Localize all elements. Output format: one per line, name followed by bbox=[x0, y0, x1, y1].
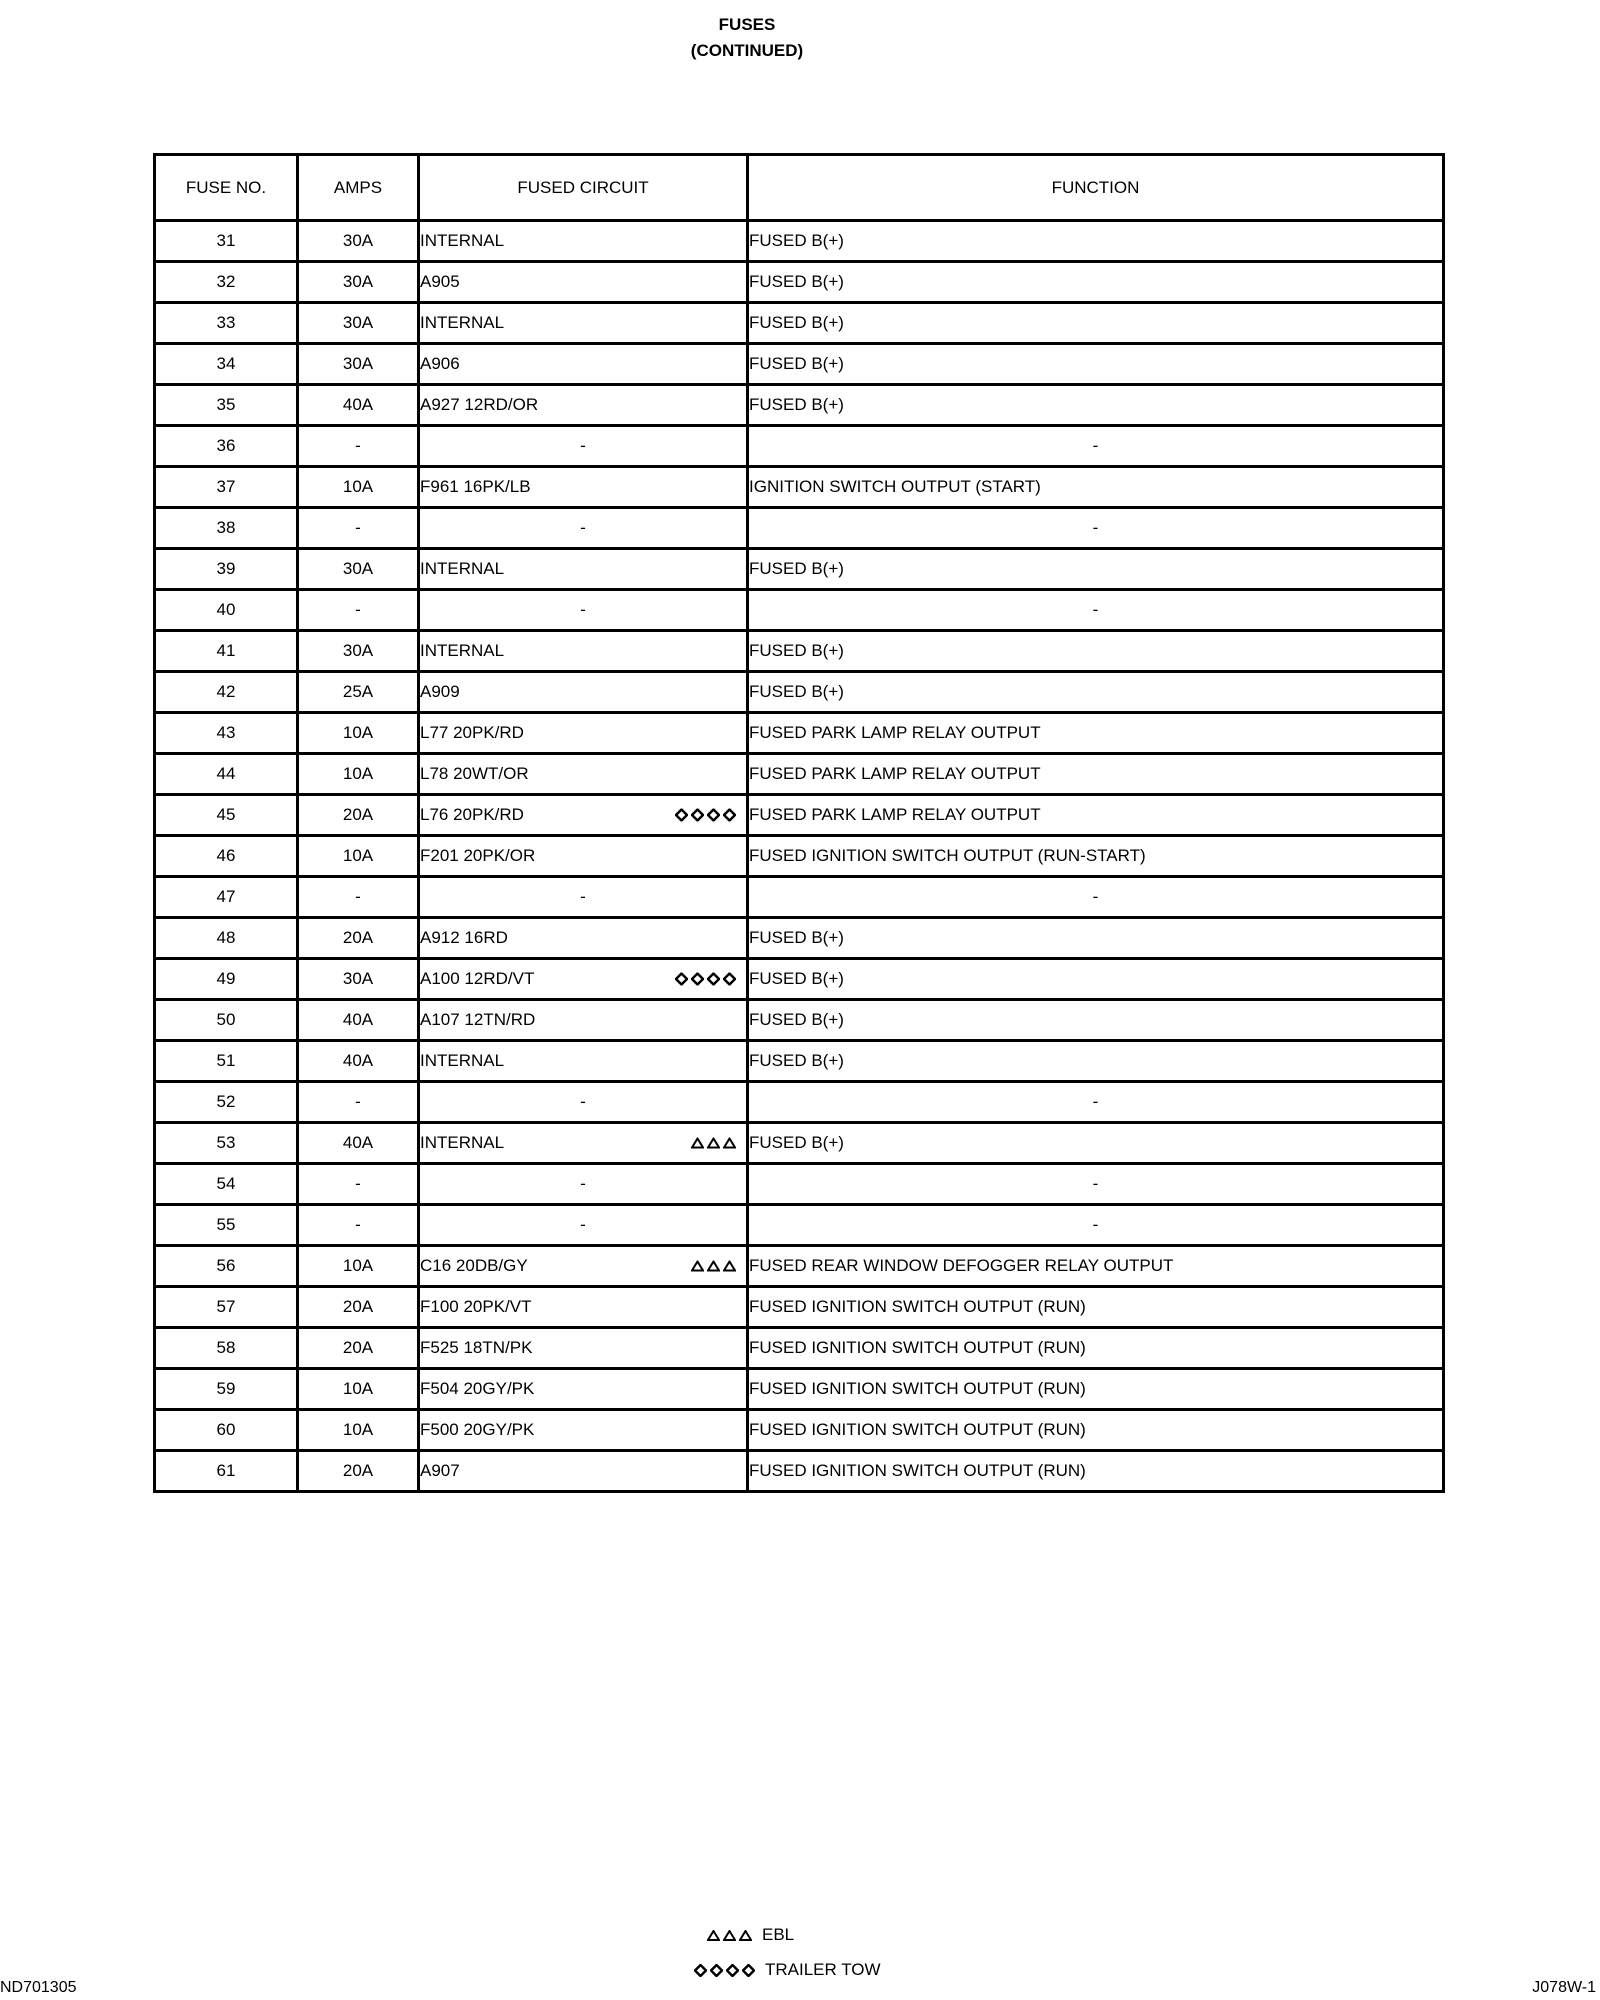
function-cell: FUSED IGNITION SWITCH OUTPUT (RUN) bbox=[748, 1328, 1444, 1369]
fused-circuit-text: - bbox=[580, 600, 586, 619]
amps-cell: 20A bbox=[298, 1287, 419, 1328]
fused-circuit-text: F961 16PK/LB bbox=[420, 477, 531, 496]
fused-circuit-cell bbox=[419, 426, 748, 467]
header-amps: AMPS bbox=[298, 155, 419, 221]
function-cell: - bbox=[748, 1164, 1444, 1205]
fuse-number-cell: 51 bbox=[155, 1041, 298, 1082]
fuse-number-cell: 42 bbox=[155, 672, 298, 713]
fused-circuit-cell bbox=[419, 795, 748, 836]
fuse-number-cell: 44 bbox=[155, 754, 298, 795]
table-row bbox=[155, 1246, 1444, 1287]
amps-cell: 20A bbox=[298, 1451, 419, 1492]
fuse-number-cell: 47 bbox=[155, 877, 298, 918]
page-title bbox=[0, 12, 1494, 64]
title-line-2: (CONTINUED) bbox=[690, 41, 804, 60]
function-cell: FUSED B(+) bbox=[748, 672, 1444, 713]
table-row bbox=[155, 549, 1444, 590]
function-cell: FUSED PARK LAMP RELAY OUTPUT bbox=[748, 713, 1444, 754]
table-row bbox=[155, 1451, 1444, 1492]
amps-cell: 10A bbox=[298, 1369, 419, 1410]
fused-circuit-cell bbox=[419, 713, 748, 754]
fuse-number-cell: 40 bbox=[155, 590, 298, 631]
fused-circuit-text: - bbox=[580, 436, 586, 455]
amps-cell: - bbox=[298, 1164, 419, 1205]
function-cell: IGNITION SWITCH OUTPUT (START) bbox=[748, 467, 1444, 508]
function-cell: FUSED REAR WINDOW DEFOGGER RELAY OUTPUT bbox=[748, 1246, 1444, 1287]
fused-circuit-cell bbox=[419, 1451, 748, 1492]
fuse-number-cell: 41 bbox=[155, 631, 298, 672]
fused-circuit-cell bbox=[419, 1369, 748, 1410]
amps-cell: 10A bbox=[298, 754, 419, 795]
fused-circuit-cell bbox=[419, 508, 748, 549]
table-row bbox=[155, 1369, 1444, 1410]
table-row bbox=[155, 262, 1444, 303]
function-cell: FUSED B(+) bbox=[748, 385, 1444, 426]
amps-cell: 10A bbox=[298, 1410, 419, 1451]
table-row bbox=[155, 1123, 1444, 1164]
function-cell: FUSED B(+) bbox=[748, 221, 1444, 262]
fused-circuit-cell bbox=[419, 1205, 748, 1246]
fuse-number-cell: 54 bbox=[155, 1164, 298, 1205]
amps-cell: 20A bbox=[298, 918, 419, 959]
function-cell: FUSED PARK LAMP RELAY OUTPUT bbox=[748, 754, 1444, 795]
fuse-number-cell: 52 bbox=[155, 1082, 298, 1123]
fuse-number-cell: 55 bbox=[155, 1205, 298, 1246]
fuse-table bbox=[153, 153, 1445, 1493]
fuse-number-cell: 33 bbox=[155, 303, 298, 344]
table-row bbox=[155, 631, 1444, 672]
amps-cell: - bbox=[298, 508, 419, 549]
table-row bbox=[155, 713, 1444, 754]
fuse-number-cell: 46 bbox=[155, 836, 298, 877]
table-row bbox=[155, 795, 1444, 836]
table-row bbox=[155, 1287, 1444, 1328]
fused-circuit-cell bbox=[419, 1287, 748, 1328]
amps-cell: 40A bbox=[298, 385, 419, 426]
fuse-number-cell: 31 bbox=[155, 221, 298, 262]
function-cell: - bbox=[748, 1205, 1444, 1246]
fuse-number-cell: 49 bbox=[155, 959, 298, 1000]
amps-cell: 40A bbox=[298, 1123, 419, 1164]
amps-cell: 40A bbox=[298, 1000, 419, 1041]
fused-circuit-cell bbox=[419, 877, 748, 918]
fuse-number-cell: 61 bbox=[155, 1451, 298, 1492]
fuse-number-cell: 34 bbox=[155, 344, 298, 385]
fuse-number-cell: 60 bbox=[155, 1410, 298, 1451]
legend-trailer-tow-label: TRAILER TOW bbox=[765, 1960, 881, 1979]
table-header-row bbox=[155, 155, 1444, 221]
fused-circuit-text: L77 20PK/RD bbox=[420, 723, 524, 742]
triangle-icon bbox=[691, 1138, 736, 1149]
fused-circuit-text: A906 bbox=[420, 354, 460, 373]
amps-cell: 30A bbox=[298, 631, 419, 672]
fuse-number-cell: 35 bbox=[155, 385, 298, 426]
amps-cell: 30A bbox=[298, 959, 419, 1000]
fuse-number-cell: 32 bbox=[155, 262, 298, 303]
fuse-number-cell: 50 bbox=[155, 1000, 298, 1041]
fused-circuit-cell bbox=[419, 1246, 748, 1287]
fuse-number-cell: 37 bbox=[155, 467, 298, 508]
amps-cell: - bbox=[298, 877, 419, 918]
document-code-left: ND701305 bbox=[0, 1979, 77, 1996]
diamond-icon bbox=[694, 1964, 755, 1977]
fused-circuit-text: - bbox=[580, 887, 586, 906]
table-row bbox=[155, 1410, 1444, 1451]
function-cell: - bbox=[748, 590, 1444, 631]
fused-circuit-text: A107 12TN/RD bbox=[420, 1010, 536, 1029]
fused-circuit-cell bbox=[419, 754, 748, 795]
amps-cell: 30A bbox=[298, 549, 419, 590]
amps-cell: 10A bbox=[298, 1246, 419, 1287]
amps-cell: 40A bbox=[298, 1041, 419, 1082]
table-row bbox=[155, 959, 1444, 1000]
function-cell: FUSED B(+) bbox=[748, 1041, 1444, 1082]
table-row bbox=[155, 508, 1444, 549]
fuse-number-cell: 36 bbox=[155, 426, 298, 467]
fused-circuit-cell bbox=[419, 1000, 748, 1041]
fused-circuit-text: INTERNAL bbox=[420, 1051, 505, 1070]
fused-circuit-text: A927 12RD/OR bbox=[420, 395, 539, 414]
table-row bbox=[155, 221, 1444, 262]
fused-circuit-cell bbox=[419, 385, 748, 426]
amps-cell: 25A bbox=[298, 672, 419, 713]
amps-cell: - bbox=[298, 1205, 419, 1246]
table-row bbox=[155, 426, 1444, 467]
table-row bbox=[155, 836, 1444, 877]
fused-circuit-cell bbox=[419, 344, 748, 385]
document-code-right: J078W-1 bbox=[1532, 1979, 1596, 1996]
fuse-number-cell: 57 bbox=[155, 1287, 298, 1328]
fuse-number-cell: 39 bbox=[155, 549, 298, 590]
function-cell: FUSED B(+) bbox=[748, 262, 1444, 303]
fused-circuit-cell bbox=[419, 918, 748, 959]
fused-circuit-cell bbox=[419, 672, 748, 713]
fused-circuit-text: A905 bbox=[420, 272, 460, 291]
fused-circuit-text: F201 20PK/OR bbox=[420, 846, 536, 865]
table-row bbox=[155, 1328, 1444, 1369]
fuse-number-cell: 38 bbox=[155, 508, 298, 549]
fused-circuit-text: - bbox=[580, 1092, 586, 1111]
amps-cell: 30A bbox=[298, 262, 419, 303]
function-cell: - bbox=[748, 508, 1444, 549]
diamond-icon bbox=[675, 973, 736, 986]
function-cell: FUSED B(+) bbox=[748, 344, 1444, 385]
legend-trailer-tow bbox=[694, 1960, 881, 1980]
fused-circuit-cell bbox=[419, 1082, 748, 1123]
fused-circuit-cell bbox=[419, 262, 748, 303]
fuse-number-cell: 59 bbox=[155, 1369, 298, 1410]
table-row bbox=[155, 877, 1444, 918]
function-cell: FUSED IGNITION SWITCH OUTPUT (RUN) bbox=[748, 1410, 1444, 1451]
function-cell: - bbox=[748, 426, 1444, 467]
fused-circuit-cell bbox=[419, 590, 748, 631]
amps-cell: 10A bbox=[298, 713, 419, 754]
table-row bbox=[155, 590, 1444, 631]
fused-circuit-cell bbox=[419, 1123, 748, 1164]
fuse-number-cell: 48 bbox=[155, 918, 298, 959]
fused-circuit-text: F500 20GY/PK bbox=[420, 1420, 535, 1439]
function-cell: FUSED IGNITION SWITCH OUTPUT (RUN) bbox=[748, 1451, 1444, 1492]
fused-circuit-cell bbox=[419, 1328, 748, 1369]
header-fuse-no: FUSE NO. bbox=[155, 155, 298, 221]
fuse-number-cell: 56 bbox=[155, 1246, 298, 1287]
function-cell: FUSED IGNITION SWITCH OUTPUT (RUN) bbox=[748, 1287, 1444, 1328]
triangle-icon bbox=[691, 1261, 736, 1272]
function-cell: FUSED B(+) bbox=[748, 959, 1444, 1000]
fused-circuit-text: INTERNAL bbox=[420, 231, 505, 250]
table-row bbox=[155, 672, 1444, 713]
function-cell: - bbox=[748, 1082, 1444, 1123]
legend-ebl-label: EBL bbox=[762, 1925, 795, 1944]
function-cell: FUSED IGNITION SWITCH OUTPUT (RUN) bbox=[748, 1369, 1444, 1410]
fused-circuit-text: INTERNAL bbox=[420, 641, 505, 660]
title-line-1: FUSES bbox=[718, 15, 776, 34]
function-cell: FUSED B(+) bbox=[748, 918, 1444, 959]
diamond-icon bbox=[675, 809, 736, 822]
amps-cell: 30A bbox=[298, 303, 419, 344]
amps-cell: - bbox=[298, 590, 419, 631]
fused-circuit-cell bbox=[419, 959, 748, 1000]
fused-circuit-text: A100 12RD/VT bbox=[420, 969, 535, 988]
amps-cell: 30A bbox=[298, 221, 419, 262]
fused-circuit-text: F100 20PK/VT bbox=[420, 1297, 532, 1316]
table-row bbox=[155, 385, 1444, 426]
function-cell: FUSED B(+) bbox=[748, 303, 1444, 344]
fuse-number-cell: 53 bbox=[155, 1123, 298, 1164]
legend-ebl bbox=[707, 1925, 794, 1945]
fuse-number-cell: 58 bbox=[155, 1328, 298, 1369]
fused-circuit-text: A912 16RD bbox=[420, 928, 508, 947]
fused-circuit-cell bbox=[419, 303, 748, 344]
fused-circuit-text: L78 20WT/OR bbox=[420, 764, 529, 783]
amps-cell: 20A bbox=[298, 1328, 419, 1369]
function-cell: FUSED B(+) bbox=[748, 1000, 1444, 1041]
fuse-number-cell: 43 bbox=[155, 713, 298, 754]
fused-circuit-text: A909 bbox=[420, 682, 460, 701]
fused-circuit-text: - bbox=[580, 1215, 586, 1234]
amps-cell: 20A bbox=[298, 795, 419, 836]
table-row bbox=[155, 918, 1444, 959]
header-fused-circuit: FUSED CIRCUIT bbox=[419, 155, 748, 221]
fused-circuit-text: A907 bbox=[420, 1461, 460, 1480]
table-row bbox=[155, 467, 1444, 508]
fused-circuit-cell bbox=[419, 1164, 748, 1205]
fused-circuit-text: L76 20PK/RD bbox=[420, 805, 524, 824]
function-cell: FUSED IGNITION SWITCH OUTPUT (RUN-START) bbox=[748, 836, 1444, 877]
fused-circuit-cell bbox=[419, 1410, 748, 1451]
fused-circuit-text: INTERNAL bbox=[420, 313, 505, 332]
table-row bbox=[155, 754, 1444, 795]
table-row bbox=[155, 303, 1444, 344]
function-cell: FUSED B(+) bbox=[748, 1123, 1444, 1164]
table-row bbox=[155, 1205, 1444, 1246]
fuse-number-cell: 45 bbox=[155, 795, 298, 836]
amps-cell: - bbox=[298, 1082, 419, 1123]
table-row bbox=[155, 1082, 1444, 1123]
function-cell: FUSED PARK LAMP RELAY OUTPUT bbox=[748, 795, 1444, 836]
fused-circuit-cell bbox=[419, 836, 748, 877]
function-cell: - bbox=[748, 877, 1444, 918]
fused-circuit-cell bbox=[419, 221, 748, 262]
header-function: FUNCTION bbox=[748, 155, 1444, 221]
function-cell: FUSED B(+) bbox=[748, 631, 1444, 672]
fuse-rows bbox=[155, 221, 1444, 1492]
table-row bbox=[155, 1164, 1444, 1205]
table-row bbox=[155, 1000, 1444, 1041]
fused-circuit-cell bbox=[419, 549, 748, 590]
table-row bbox=[155, 1041, 1444, 1082]
triangle-icon bbox=[707, 1930, 752, 1941]
fused-circuit-text: - bbox=[580, 518, 586, 537]
fused-circuit-text: F525 18TN/PK bbox=[420, 1338, 533, 1357]
amps-cell: - bbox=[298, 426, 419, 467]
fused-circuit-text: - bbox=[580, 1174, 586, 1193]
fused-circuit-text: F504 20GY/PK bbox=[420, 1379, 535, 1398]
fused-circuit-text: INTERNAL bbox=[420, 559, 505, 578]
fused-circuit-cell bbox=[419, 467, 748, 508]
amps-cell: 30A bbox=[298, 344, 419, 385]
function-cell: FUSED B(+) bbox=[748, 549, 1444, 590]
amps-cell: 10A bbox=[298, 836, 419, 877]
fused-circuit-text: INTERNAL bbox=[420, 1133, 505, 1152]
amps-cell: 10A bbox=[298, 467, 419, 508]
fused-circuit-text: C16 20DB/GY bbox=[420, 1256, 528, 1275]
fused-circuit-cell bbox=[419, 631, 748, 672]
fused-circuit-cell bbox=[419, 1041, 748, 1082]
table-row bbox=[155, 344, 1444, 385]
